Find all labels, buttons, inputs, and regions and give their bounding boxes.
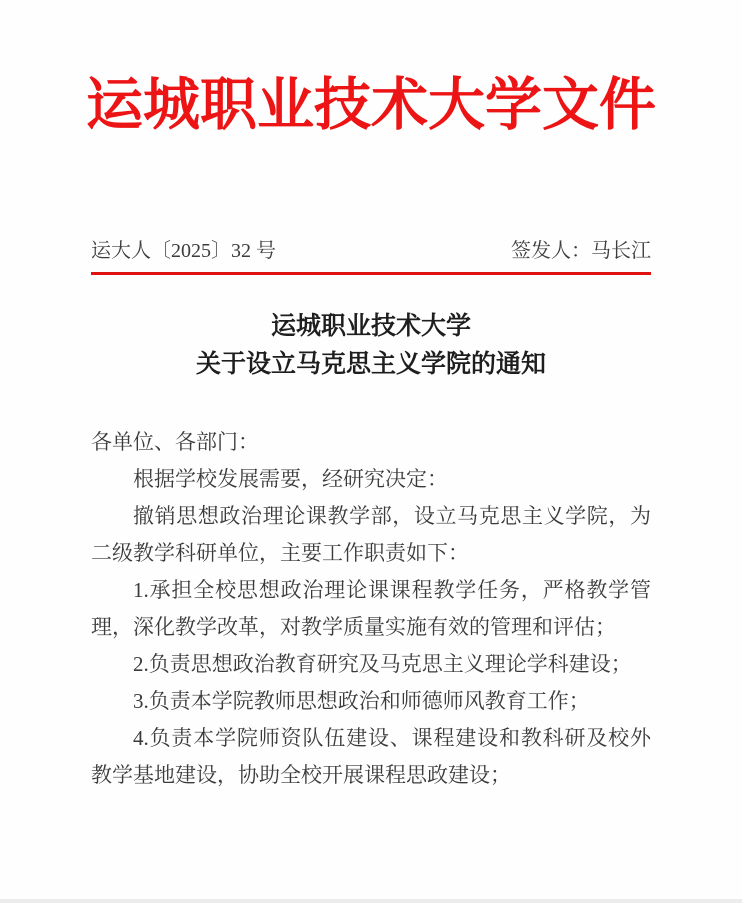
document-body	[91, 424, 651, 794]
page-bottom-edge	[0, 899, 742, 903]
body-paragraph: 撤销思想政治理论课教学部，设立马克思主义学院，为二级教学科研单位，主要工作职责如下：	[91, 504, 651, 565]
document-title	[0, 308, 742, 384]
issuer: 签发人：马长江	[511, 240, 651, 262]
body-paragraph: 1.承担全校思想政治理论课课程教学任务，严格教学管理，深化教学改革，对教学质量实施有效的管理和评估；	[91, 578, 651, 639]
document-title-line1: 运城职业技术大学	[270, 313, 471, 340]
document-title-line2: 关于设立马克思主义学院的通知	[195, 351, 546, 378]
body-paragraph: 4.负责本学院师资队伍建设、课程建设和教科研及校外教学基地建设，协助全校开展课程思政建设；	[91, 726, 651, 787]
document-number: 运大人〔2025〕32 号	[91, 240, 276, 262]
body-paragraph: 3.负责本学院教师思想政治和师德师风教育工作；	[133, 689, 590, 713]
document-banner-title: 运城职业技术大学文件	[86, 73, 656, 137]
body-paragraph: 根据学校发展需要，经研究决定：	[133, 467, 448, 491]
salutation: 各单位、各部门：	[91, 430, 259, 454]
document-info-row	[91, 234, 651, 263]
red-separator-rule	[91, 272, 651, 275]
body-paragraph: 2.负责思想政治教育研究及马克思主义理论学科建设；	[133, 652, 632, 676]
